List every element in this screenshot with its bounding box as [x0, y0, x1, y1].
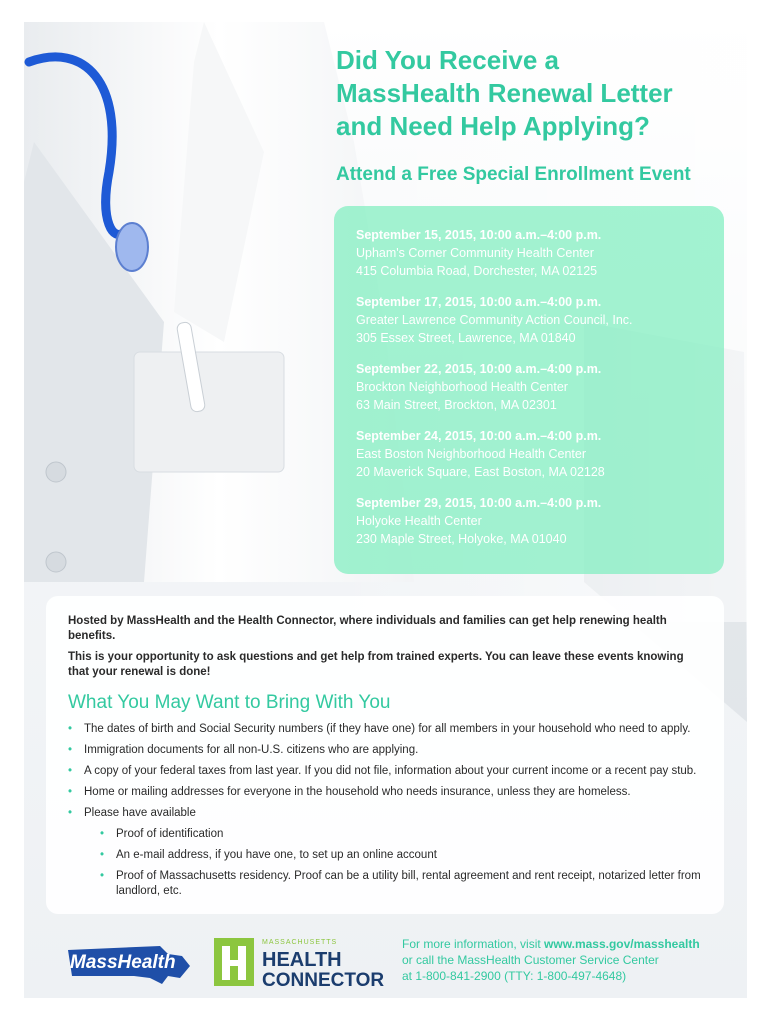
event-venue: Holyoke Health Center [356, 514, 482, 528]
bullet-icon: • [68, 807, 73, 819]
page-title [336, 44, 736, 143]
event-item [356, 494, 702, 548]
coat-pocket [134, 352, 284, 472]
bring-section-title: What You May Want to Bring With You [68, 692, 391, 713]
bring-sub-item [100, 827, 702, 842]
bring-item [68, 806, 702, 899]
event-item [356, 226, 702, 280]
bring-item-text: A copy of your federal taxes from last year. If you did not file, information about your current income or a recent pay stub. [84, 765, 697, 777]
event-address: 20 Maverick Square, East Boston, MA 02128 [356, 465, 605, 479]
event-venue: East Boston Neighborhood Health Center [356, 447, 587, 461]
bring-item-text: The dates of birth and Social Security numbers (if they have one) for all members in your household who need to apply. [84, 723, 691, 735]
stethoscope-head [116, 223, 148, 271]
bring-item-text: Home or mailing addresses for everyone in the household who needs insurance, unless they are homeless. [84, 786, 631, 798]
info-panel [46, 596, 724, 914]
event-date: September 24, 2015, 10:00 a.m.–4:00 p.m. [356, 429, 602, 443]
hc-logo-line-2: CONNECTOR [262, 970, 384, 991]
events-box [334, 206, 724, 574]
bullet-icon: • [100, 828, 105, 840]
bring-item [68, 785, 702, 800]
contact-line-1 [402, 936, 700, 952]
masshealth-logo [64, 932, 194, 992]
title-line-1: Did You Receive a [336, 45, 560, 75]
contact-line-3: at 1-800-841-2900 (TTY: 1-800-497-4648) [402, 969, 627, 983]
page-subtitle: Attend a Free Special Enrollment Event [336, 164, 691, 185]
coat-button-2 [46, 552, 66, 572]
bullet-icon: • [68, 744, 73, 756]
hc-logo-line-1: HEALTH [262, 949, 342, 971]
event-address: 305 Essex Street, Lawrence, MA 01840 [356, 331, 576, 345]
health-connector-logo [214, 932, 384, 992]
event-date: September 17, 2015, 10:00 a.m.–4:00 p.m. [356, 295, 602, 309]
title-line-2: MassHealth Renewal Letter [336, 78, 673, 108]
masshealth-logo-text: MassHealth [70, 952, 176, 973]
bullet-icon: • [68, 765, 73, 777]
contact-prefix: For more information, visit [402, 937, 545, 951]
bring-item-text: Please have available [84, 807, 196, 819]
event-venue: Greater Lawrence Community Action Council, Inc. [356, 313, 633, 327]
contact-info [402, 936, 700, 984]
event-item [356, 293, 702, 347]
bring-item [68, 743, 702, 758]
bring-sub-item-text: Proof of Massachusetts residency. Proof can be a utility bill, rental agreement and rent receipt, notarized letter from landlord, etc. [116, 870, 701, 897]
intro-paragraph-1: Hosted by MassHealth and the Health Connector, where individuals and families can get help renewing health benefits. [68, 615, 667, 642]
contact-url-link[interactable]: www.mass.gov/masshealth [544, 937, 700, 951]
event-address: 230 Maple Street, Holyoke, MA 01040 [356, 532, 567, 546]
bring-item-text: Immigration documents for all non-U.S. citizens who are applying. [84, 744, 419, 756]
intro-text [68, 614, 702, 680]
bring-item [68, 764, 702, 779]
bring-sub-item-text: An e-mail address, if you have one, to set up an online account [116, 849, 437, 861]
bring-sub-item [100, 869, 702, 899]
hc-logo-top: MASSACHUSETTS [262, 939, 338, 946]
bullet-icon: • [100, 849, 105, 861]
intro-paragraph-2: This is your opportunity to ask questions and get help from trained experts. You can leave these events knowing that your renewal is done! [68, 651, 684, 678]
bring-sub-item-text: Proof of identification [116, 828, 224, 840]
event-venue: Upham's Corner Community Health Center [356, 246, 594, 260]
event-item [356, 427, 702, 481]
bring-list [68, 722, 702, 899]
coat-button-1 [46, 462, 66, 482]
event-address: 415 Columbia Road, Dorchester, MA 02125 [356, 264, 598, 278]
event-venue: Brockton Neighborhood Health Center [356, 380, 568, 394]
event-date: September 15, 2015, 10:00 a.m.–4:00 p.m. [356, 228, 602, 242]
bullet-icon: • [68, 786, 73, 798]
bullet-icon: • [68, 723, 73, 735]
event-address: 63 Main Street, Brockton, MA 02301 [356, 398, 557, 412]
title-line-3: and Need Help Applying? [336, 111, 650, 141]
bring-sub-item [100, 848, 702, 863]
flyer-page [24, 22, 747, 998]
bring-sub-list [84, 827, 702, 899]
bullet-icon: • [100, 870, 105, 882]
event-date: September 29, 2015, 10:00 a.m.–4:00 p.m. [356, 496, 602, 510]
bring-item [68, 722, 702, 737]
footer [24, 922, 747, 998]
event-date: September 22, 2015, 10:00 a.m.–4:00 p.m. [356, 362, 602, 376]
event-item [356, 360, 702, 414]
contact-line-2: or call the MassHealth Customer Service Center [402, 953, 659, 967]
